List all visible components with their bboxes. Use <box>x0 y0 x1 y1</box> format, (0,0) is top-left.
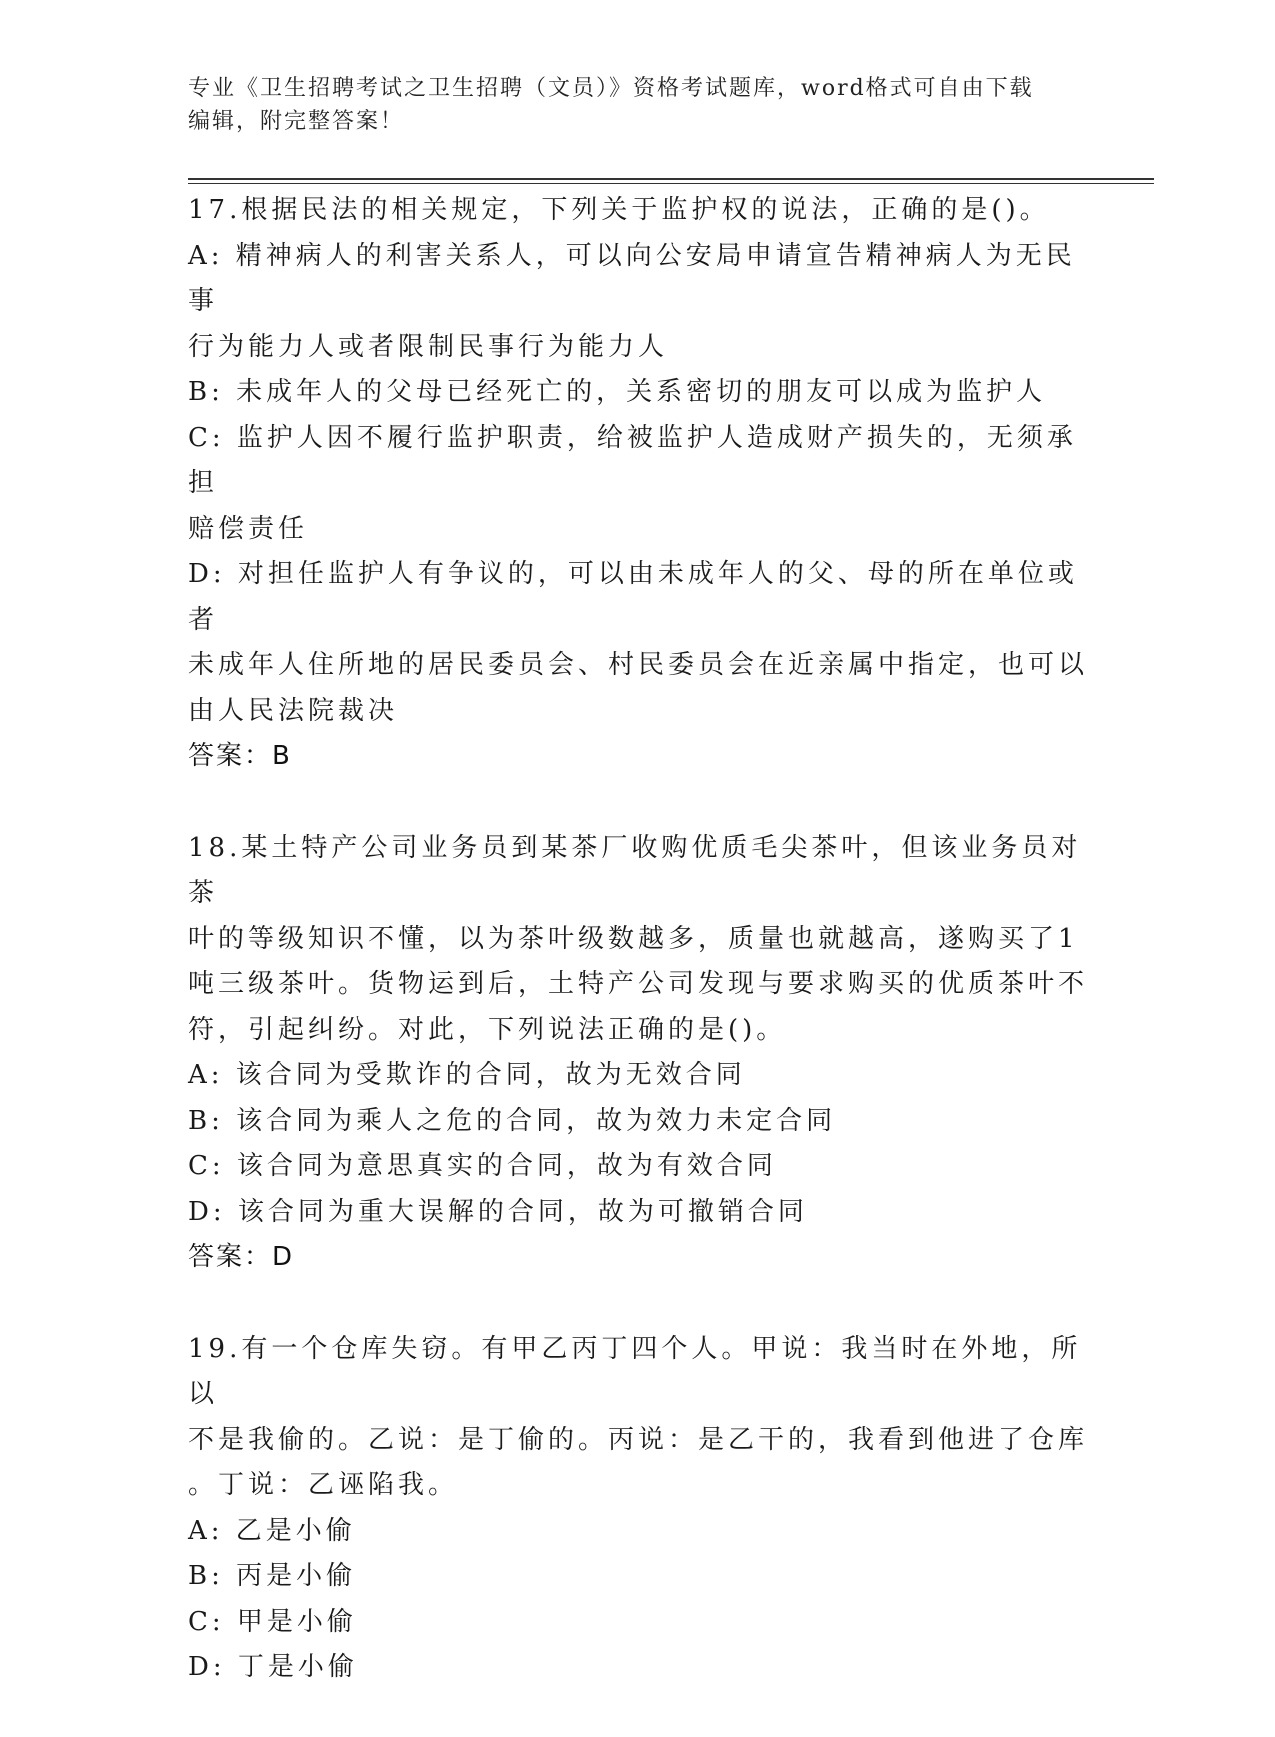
option-d-continued: 由人民法院裁决 <box>188 695 399 726</box>
option-a: A: 该合同为受欺诈的合同，故为无效合同 <box>188 1060 746 1090</box>
question-stem-continued: 不是我偷的。乙说：是丁偷的。丙说：是乙干的，我看到他进了仓库 <box>188 1424 1089 1455</box>
option-a: A: 乙是小偷 <box>188 1515 356 1546</box>
question-stem: 17.根据民法的相关规定，下列关于监护权的说法，正确的是()。 <box>188 195 1050 225</box>
option-c-continued: 赔偿责任 <box>188 513 309 544</box>
answer-label: 答案：D <box>188 1242 295 1272</box>
question-stem-continued: 叶的等级知识不懂，以为茶叶级数越多，质量也就越高，遂购买了1 <box>188 923 1079 954</box>
option-d: D: 该合同为重大误解的合同，故为可撤销合同 <box>188 1196 808 1227</box>
option-b: B: 丙是小偷 <box>188 1561 357 1591</box>
question-18 <box>188 826 1088 1281</box>
option-a: A: 精神病人的利害关系人，可以向公安局申请宣告精神病人为无民事 <box>188 240 1076 316</box>
question-stem-continued: 符，引起纠纷。对此，下列说法正确的是()。 <box>188 1014 787 1045</box>
answer-label: 答案：B <box>188 741 292 771</box>
option-c: C: 甲是小偷 <box>188 1606 357 1637</box>
question-19 <box>188 1327 1088 1691</box>
header-line: 专业《卫生招聘考试之卫生招聘（文员）》资格考试题库，word格式可自由下载 <box>188 76 1034 101</box>
question-17 <box>188 188 1088 780</box>
question-stem: 18.某土特产公司业务员到某茶厂收购优质毛尖茶叶，但该业务员对茶 <box>188 832 1082 908</box>
option-b: B: 该合同为乘人之危的合同，故为效力未定合同 <box>188 1105 837 1136</box>
question-list <box>188 188 1088 1737</box>
header-divider <box>188 178 1154 184</box>
option-a-continued: 行为能力人或者限制民事行为能力人 <box>188 331 669 362</box>
question-stem: 19.有一个仓库失窃。有甲乙丙丁四个人。甲说：我当时在外地，所以 <box>188 1333 1082 1409</box>
option-c: C: 该合同为意思真实的合同，故为有效合同 <box>188 1151 777 1181</box>
option-d: D: 对担任监护人有争议的，可以由未成年人的父、母的所在单位或者 <box>188 559 1078 635</box>
option-c: C: 监护人因不履行监护职责，给被监护人造成财产损失的，无须承担 <box>188 422 1077 498</box>
option-d-continued: 未成年人住所地的居民委员会、村民委员会在近亲属中指定，也可以 <box>188 650 1089 680</box>
option-b: B: 未成年人的父母已经死亡的，关系密切的朋友可以成为监护人 <box>188 377 1047 407</box>
option-d: D: 丁是小偷 <box>188 1652 358 1682</box>
question-stem-continued: 。丁说：乙诬陷我。 <box>188 1470 459 1500</box>
question-stem-continued: 吨三级茶叶。货物运到后，土特产公司发现与要求购买的优质茶叶不 <box>188 969 1089 999</box>
header-line: 编辑，附完整答案！ <box>188 109 405 134</box>
document-header <box>188 72 1068 138</box>
